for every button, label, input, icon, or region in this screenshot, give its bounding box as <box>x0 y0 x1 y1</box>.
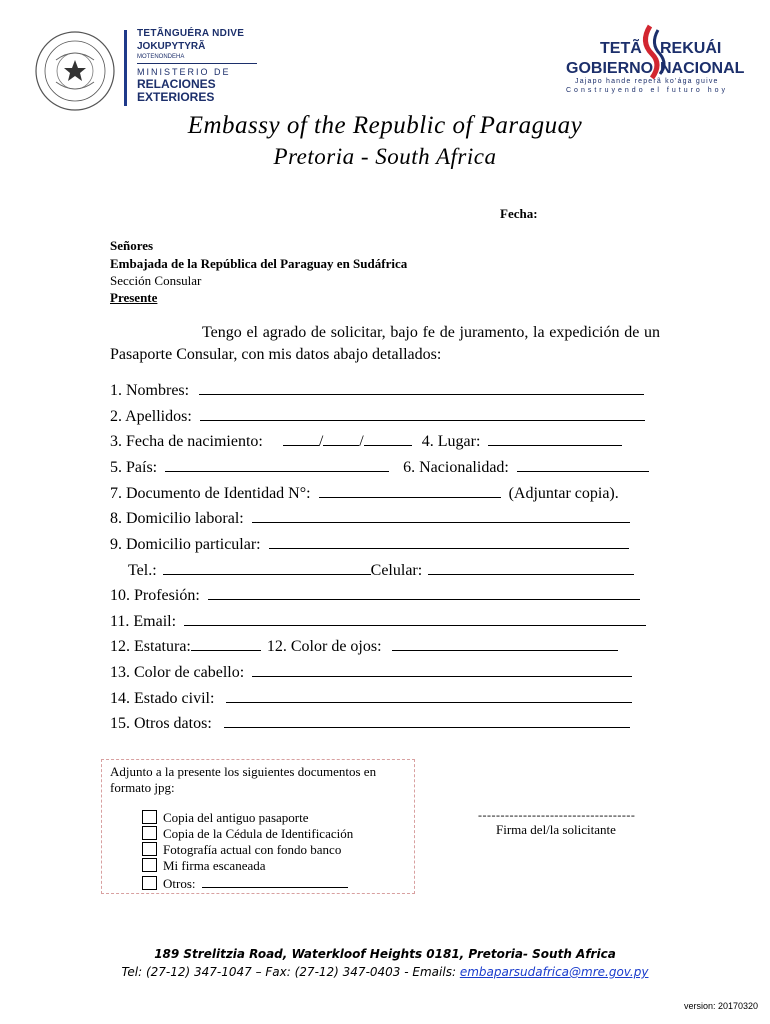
attach-item <box>142 842 341 858</box>
field-otros-datos <box>110 715 630 733</box>
ministry-title-line3: MOTENONDEHA <box>137 54 185 60</box>
attachments-title: Adjunto a la presente los siguientes documentos en formato jpg: <box>110 764 377 795</box>
field-tel-celular <box>128 562 634 580</box>
attach-label: Otros: <box>163 876 196 891</box>
label-tel: Tel.: <box>128 562 157 579</box>
field-fecha-lugar: 3. Fecha de nacimiento: / / 4. Lugar: <box>110 433 622 451</box>
field-estado-civil <box>110 690 632 708</box>
checkbox-otros[interactable] <box>142 876 157 890</box>
input-nacionalidad[interactable] <box>517 459 649 472</box>
input-anio[interactable] <box>364 433 412 446</box>
label-documento: 7. Documento de Identidad N°: <box>110 485 311 502</box>
signature-label: Firma del/la solicitante <box>496 822 616 837</box>
ministry-title-line2: JOKUPYTYRÃ <box>137 41 206 52</box>
checkbox-firma[interactable] <box>142 858 157 872</box>
fecha-label: Fecha: <box>500 206 538 221</box>
label-apellidos: 2. Apellidos: <box>110 408 192 425</box>
label-estatura: 12. Estatura: <box>110 638 191 655</box>
gob-word-nacional: NACIONAL <box>660 60 745 77</box>
gob-tagline-guarani: Jajapo hande reperã ko'ága guive <box>575 78 719 85</box>
label-pais: 5. País: <box>110 459 158 476</box>
version-label: version: 20170320 <box>683 1001 758 1011</box>
input-documento[interactable] <box>319 485 501 498</box>
input-mes[interactable] <box>323 433 359 446</box>
input-domicilio-particular[interactable] <box>269 536 629 549</box>
input-lugar[interactable] <box>488 433 622 446</box>
field-documento <box>110 485 619 503</box>
gob-word-rekuai: REKUÁI <box>660 40 722 57</box>
field-nombres <box>110 382 644 400</box>
embassy-location: Pretoria - South Africa <box>273 144 497 169</box>
ministry-title-line1: TETÃNGUÉRA NDIVE <box>137 28 245 39</box>
checkbox-cedula[interactable] <box>142 826 157 840</box>
input-domicilio-laboral[interactable] <box>252 510 630 523</box>
label-email: 11. Email: <box>110 613 177 630</box>
label-color-ojos: 12. Color de ojos: <box>266 638 382 655</box>
gob-word-teta: TETÃ <box>600 40 642 57</box>
label-color-cabello: 13. Color de cabello: <box>110 664 245 681</box>
field-domicilio-laboral <box>110 510 630 528</box>
field-apellidos <box>110 408 645 426</box>
input-estado-civil[interactable] <box>226 690 632 703</box>
input-celular[interactable] <box>428 562 634 575</box>
field-email <box>110 613 646 631</box>
checkbox-antiguo-pasaporte[interactable] <box>142 810 157 824</box>
footer-phone-fax: Tel: (27-12) 347-1047 – Fax: (27-12) 347-0403 - Emails: <box>121 965 460 979</box>
attach-label: Mi firma escaneada <box>163 858 266 873</box>
label-lugar: 4. Lugar: <box>421 433 481 450</box>
attach-label: Copia de la Cédula de Identificación <box>163 826 354 841</box>
input-email[interactable] <box>184 613 646 626</box>
input-nombres[interactable] <box>199 382 644 395</box>
attach-label: Copia del antiguo pasaporte <box>163 810 309 825</box>
address-senores: Señores <box>110 238 154 253</box>
national-seal-logo <box>34 30 116 112</box>
label-celular: Celular: <box>370 562 423 579</box>
input-dia[interactable] <box>283 433 319 446</box>
label-domicilio-particular: 9. Domicilio particular: <box>110 536 261 553</box>
signature-line: ----------------------------------- <box>478 808 636 822</box>
field-domicilio-particular <box>110 536 629 554</box>
ministry-title-line4: MINISTERIO DE <box>137 67 231 77</box>
intro-paragraph: Tengo el agrado de solicitar, bajo fe de juramento, la expedición de un Pasaporte Consular, con mis datos abajo detallados: <box>110 324 660 363</box>
attach-label: Fotografía actual con fondo banco <box>163 842 342 857</box>
address-embajada: Embajada de la República del Paraguay en Sudáfrica <box>110 256 408 271</box>
input-otros-adjunto[interactable] <box>202 875 348 888</box>
label-nacionalidad: 6. Nacionalidad: <box>403 459 509 476</box>
address-seccion: Sección Consular <box>110 273 202 288</box>
attach-item <box>142 826 353 842</box>
label-profesion: 10. Profesión: <box>110 587 200 604</box>
address-presente: Presente <box>110 290 158 305</box>
ministry-rule <box>137 63 257 64</box>
input-otros-datos[interactable] <box>224 715 630 728</box>
gob-tagline-spanish: Construyendo el futuro hoy <box>566 87 729 94</box>
input-tel[interactable] <box>163 562 371 575</box>
attach-item <box>142 810 309 826</box>
ministry-divider <box>124 30 127 106</box>
footer-email-link[interactable]: embaparsudafrica@mre.gov.py <box>459 965 649 979</box>
ministry-title-line5 <box>137 78 216 104</box>
footer-address: 189 Strelitzia Road, Waterkloof Heights 0181, Pretoria- South Africa <box>154 947 616 961</box>
field-profesion <box>110 587 640 605</box>
field-pais-nacionalidad <box>110 459 649 477</box>
input-color-ojos[interactable] <box>392 638 618 651</box>
label-nombres: 1. Nombres: <box>110 382 190 399</box>
field-estatura-ojos <box>110 638 618 656</box>
ministry-relaciones: RELACIONES <box>137 77 216 91</box>
input-estatura[interactable] <box>191 638 261 651</box>
ministry-exteriores: EXTERIORES <box>137 90 215 104</box>
attach-item <box>142 875 348 892</box>
input-color-cabello[interactable] <box>252 664 632 677</box>
label-adjuntar: (Adjuntar copia). <box>508 485 619 502</box>
label-otros-datos: 15. Otros datos: <box>110 715 212 732</box>
input-apellidos[interactable] <box>200 408 645 421</box>
input-pais[interactable] <box>165 459 389 472</box>
label-fecha-nacimiento: 3. Fecha de nacimiento: <box>110 433 263 450</box>
checkbox-fotografia[interactable] <box>142 842 157 856</box>
footer-contact <box>0 965 770 979</box>
attach-item <box>142 858 266 874</box>
label-domicilio-laboral: 8. Domicilio laboral: <box>110 510 244 527</box>
gob-word-gobierno: GOBIERNO <box>566 60 654 77</box>
input-profesion[interactable] <box>208 587 640 600</box>
field-color-cabello <box>110 664 632 682</box>
label-estado-civil: 14. Estado civil: <box>110 690 215 707</box>
embassy-title: Embassy of the Republic of Paraguay <box>187 112 583 139</box>
